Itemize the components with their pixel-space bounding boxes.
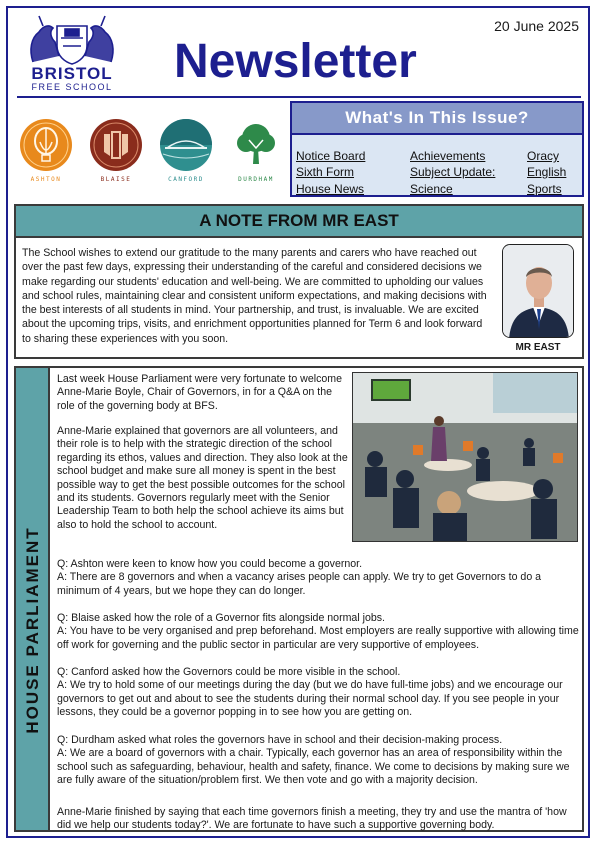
house-logos [18, 118, 288, 190]
issue-contents-links [292, 135, 582, 195]
toc-link-house-news[interactable]: House News [296, 182, 365, 196]
issue-contents-heading: What's In This Issue? [292, 103, 582, 135]
toc-link-achievements[interactable]: Achievements [410, 149, 486, 163]
qa-question: Q: Ashton were keen to know how you could become a governor. [57, 558, 363, 570]
headteacher-photo [502, 244, 574, 338]
house-ashton [18, 118, 74, 183]
parliament-intro: Last week House Parliament were very fortunate to welcome Anne-Marie Boyle, Chair of Governors, in for a Q&A on the role of the governing body at BFS. [57, 373, 342, 412]
house-name-canford: CANFORD [168, 176, 204, 183]
headteacher-caption: MR EAST [515, 342, 561, 353]
castle-icon [89, 118, 143, 172]
house-name-ashton: ASHTON [30, 176, 62, 183]
school-subtitle: FREE SCHOOL [31, 82, 113, 92]
toc-link-subject-update[interactable]: Subject Update: [410, 165, 496, 179]
house-canford [158, 118, 214, 183]
qa-question: Q: Blaise asked how the role of a Governor fits alongside normal jobs. [57, 612, 385, 624]
issue-date: 20 June 2025 [494, 18, 579, 34]
toc-link-notice-board[interactable]: Notice Board [296, 149, 366, 163]
qa-answer: A: We try to hold some of our meetings during the day (but we do have full-time jobs) and we encourage our governors to get out and about to see the students during their normal school day. If you see people in your lessons, they could be a governor popping in to see how you are getting on. [57, 679, 563, 719]
house-blaise [88, 118, 144, 183]
page-title: Newsletter [174, 35, 417, 88]
toc-link-sixth-form[interactable]: Sixth Form [296, 165, 355, 179]
balloon-icon [19, 118, 73, 172]
parliament-photo [352, 372, 578, 542]
qa-question: Q: Canford asked how the Governors could be more visible in the school. [57, 666, 401, 678]
house-name-durdham: DURDHAM [238, 176, 274, 183]
toc-link-sports[interactable]: Sports [527, 182, 562, 196]
qa-answer: A: We are a board of governors with a chair. Typically, each governor has an area of responsibility within the school such as safeguarding, behaviour, health and safety, finance. We come to decisions by making sure we are fully aware of the situation/problem first. We then vote and go with a majority decision. [57, 747, 570, 787]
qa-question: Q: Durdham asked what roles the governors have in school and their decision-making process. [57, 734, 503, 746]
tree-icon [229, 118, 283, 172]
house-parliament-label: HOUSE PARLIAMENT [23, 526, 42, 734]
issue-contents-box [290, 101, 584, 197]
qa-durdham [57, 734, 579, 788]
qa-ashton [57, 558, 579, 598]
headteacher-note-text: The School wishes to extend our gratitude to the many parents and carers who have reached out over the past few days, expressing their understanding of the careful and considered decisions we make regarding our students' education and well-being. We are committed to upholding our values and school rules, maintaining clear and consistent uniform expectations, and making decisions with the best interests of all students in mind. Your partnership, and trust, is invaluable. We are excited about the upcoming trips, visits, and enrichment opportunities planned for Term 6 and look forward to sharing these experiences with you soon. [22, 247, 487, 345]
toc-link-english[interactable]: English [527, 165, 567, 179]
house-durdham [228, 118, 284, 183]
parliament-closing: Anne-Marie finished by saying that each time governors finish a meeting, they try and use the mantra of 'how did we help our students today?'. We are fortunate to have such a supportive governing body. [57, 806, 567, 832]
headteacher-note [14, 204, 584, 359]
bridge-icon [159, 118, 213, 172]
school-name: BRISTOL [31, 64, 113, 83]
headteacher-note-heading: A NOTE FROM MR EAST [16, 206, 582, 238]
house-parliament-section [14, 366, 584, 832]
person-portrait-icon [503, 245, 574, 338]
newsletter-page [6, 6, 590, 838]
qa-blaise [57, 612, 579, 652]
house-parliament-sidebar [16, 368, 50, 830]
classroom-photo-icon [353, 373, 578, 542]
header-divider [17, 96, 581, 98]
parliament-governors-role: Anne-Marie explained that governors are all volunteers, and their role is to help with the strategic direction of the school regarding its ethos, values and direction. They also look at the school budget and make sure all money is spent in the best possible way to get the best possible outcomes for the school and its students. Governors regularly meet with the Senior Leadership Team to both help the school achieve its aims but also to hold the school to account. [57, 425, 348, 531]
qa-canford [57, 666, 579, 720]
qa-answer: A: There are 8 governors and when a vacancy arises people can apply. We try to get Governors to do a minimum of 4 years, but we hope they can do longer. [57, 571, 542, 597]
qa-answer: A: You have to be very organised and prep beforehand. Most employers are really supportive with allowing time off work for governing and the public sector in particular are very supportive of employees. [57, 625, 579, 651]
house-name-blaise: BLAISE [100, 176, 132, 183]
toc-link-oracy[interactable]: Oracy [527, 149, 560, 163]
toc-link-science[interactable]: Science [410, 182, 453, 196]
